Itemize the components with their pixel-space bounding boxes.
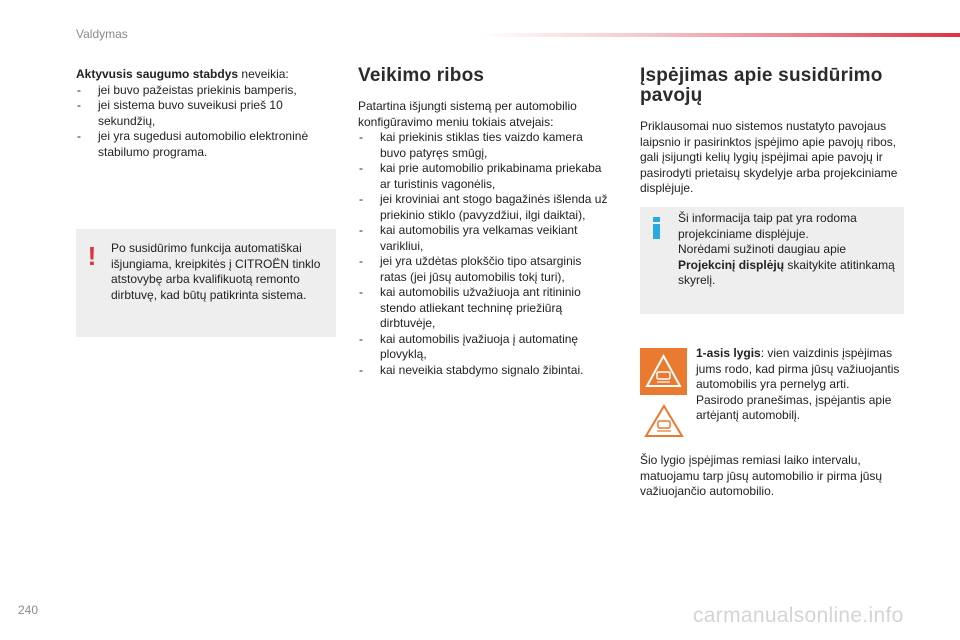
list-item: - jei kroviniai ant stogo bagažinės išlenda už priekinio stiklo (pavyzdžiui, ilgi daiktai),: [358, 192, 608, 223]
list-item: - jei yra uždėtas plokščio tipo atsarginis ratas (jei jūsų automobilis tokį turi),: [358, 254, 608, 285]
info-line-1: Ši informacija taip pat yra rodoma projekciniame displėjuje.: [678, 211, 857, 241]
list-item: - kai automobilis užvažiuoja ant ritininio stendo atliekant techninę priežiūrą dirbtuvėje,: [358, 285, 608, 332]
level-1-title: 1-asis lygis: [696, 346, 761, 360]
list-item: - kai priekinis stiklas ties vaizdo kamera buvo patyręs smūgį,: [358, 130, 608, 161]
aeb-intro-bold: Aktyvusis saugumo stabdys: [76, 67, 239, 81]
section-title: Valdymas: [76, 27, 128, 41]
heading-operating-limits: Veikimo ribos: [358, 65, 485, 86]
aeb-intro: [76, 67, 338, 83]
info-line-2-bold: Projekcinį displėjų: [678, 257, 785, 272]
warning-text: Po susidūrimo funkcija automatiškai išjungiama, kreipkitės į CITROËN tinklo atstovybę arba kvalifikuotą remonto dirbtuvę, kad būtų patikrinta sistema.: [111, 241, 321, 302]
column-2: [358, 66, 608, 378]
warning-exclamation-icon: !: [87, 241, 97, 271]
limits-list: [358, 130, 608, 378]
list-item: - kai prie automobilio prikabinama priekaba ar turistinis vagonėlis,: [358, 161, 608, 192]
time-interval-note: Šio lygio įspėjimas remiasi laiko intervalu, matuojamu tarp jūsų automobilio ir pirma jūsų važiuojančio automobilio.: [640, 453, 883, 498]
collision-alert-outline-icon: [644, 404, 684, 438]
list-item: - jei buvo pažeistas priekinis bamperis,: [76, 83, 338, 99]
heading-collision-warning: Įspėjimas apie susidūrimo pavojų: [640, 65, 883, 106]
collision-intro: Priklausomai nuo sistemos nustatyto pavojaus laipsnio ir pasirinktos įspėjimo apie pavojų ribos, gali įsijungti kelių lygių įspėjimai apie pavojų ir pasirodyti prietaisų skydelyje arba projekciniame displėjuje.: [640, 119, 898, 195]
watermark: carmanualsonline.info: [693, 604, 904, 627]
level-1-paragraph-2: Pasirodo pranešimas, įspėjantis apie artėjantį automobilį.: [696, 392, 892, 422]
header-accent-bar: [480, 33, 960, 37]
info-text: [678, 211, 896, 289]
info-icon: [652, 217, 662, 239]
list-item: - jei yra sugedusi automobilio elektroninė stabilumo programa.: [76, 129, 338, 160]
page-number: 240: [18, 603, 39, 617]
list-item: - kai automobilis yra velkamas veikiant varikliui,: [358, 223, 608, 254]
collision-alert-filled-icon: [640, 348, 687, 395]
list-item: - jei sistema buvo suveikusi prieš 10 sekundžių,: [76, 98, 338, 129]
aeb-intro-rest: neveikia:: [238, 67, 289, 81]
column-3: [640, 66, 904, 197]
column-1: [76, 67, 338, 160]
info-line-2: Norėdami sužinoti daugiau apie Projekcinį displėjų skaitykite atitinkamą skyrelį.: [678, 242, 895, 287]
limits-intro: Patartina išjungti sistemą per automobilio konfigūravimo meniu tokiais atvejais:: [358, 99, 577, 129]
aeb-conditions-list: [76, 83, 338, 161]
list-item: - kai automobilis įvažiuoja į automatinę plovyklą,: [358, 332, 608, 363]
level-1-description: [696, 346, 906, 424]
list-item: - kai neveikia stabdymo signalo žibintai.: [358, 363, 608, 379]
level-1-paragraph: 1-asis lygis: vien vaizdinis įspėjimas jums rodo, kad pirma jūsų važiuojantis automobilis yra pernelyg arti.: [696, 346, 900, 391]
